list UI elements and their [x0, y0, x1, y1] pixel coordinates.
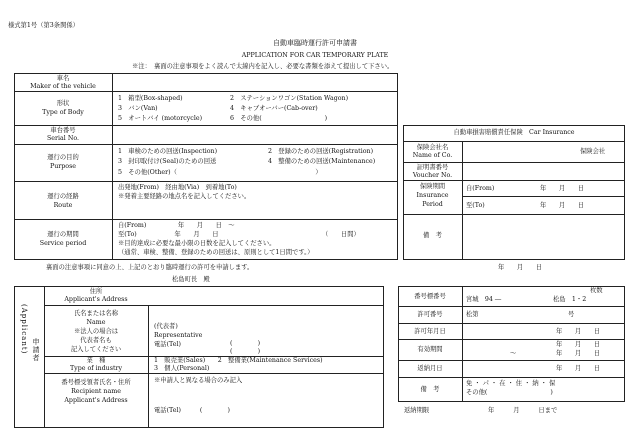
voucher-label-en: Voucher No.	[412, 172, 453, 179]
body-option-5[interactable]: 5 オートバイ (motorcycle)	[118, 115, 203, 122]
plate-count-label: 枚数	[590, 287, 603, 294]
route-note: ※発着主要経路の地点名を記入してください。	[118, 193, 251, 200]
voucher-label: 証明書番号	[416, 164, 449, 171]
period-note-1: ※目的達成に必要な最小限の日数を記入してください。	[118, 240, 276, 247]
return-date-value[interactable]: 年 月 日	[556, 365, 601, 372]
insurance-period-label: 保険期間	[419, 183, 446, 190]
body-option-1[interactable]: 1 箱型(Box-shaped)	[118, 95, 183, 102]
address-field[interactable]	[150, 288, 382, 303]
permit-date-value[interactable]: 年 月 日	[556, 328, 601, 335]
name-label: 氏名または名称	[73, 310, 119, 317]
industry-options-2[interactable]: 3 個人(Personal)	[154, 365, 210, 372]
addressee: 松島町長 殿	[172, 276, 210, 283]
route-label: 運行の経路	[47, 193, 79, 200]
period-label: 運行の期間	[47, 231, 79, 238]
name-label-en: Name	[86, 319, 106, 326]
valid-to-date[interactable]: 年 月 日	[556, 350, 601, 357]
industry-options-1[interactable]: 1 販売業(Sales) 2 整備業(Maintenance Services)	[154, 357, 323, 364]
period-label-en: Service period	[39, 240, 87, 247]
form-number: 様式第1号（第3条関係）	[8, 22, 79, 29]
body-option-6[interactable]: 6 その他( )	[230, 115, 328, 122]
insurance-remarks-label: 備 考	[423, 232, 442, 239]
serial-field[interactable]	[114, 127, 396, 142]
office-remarks-other[interactable]: その他( )	[466, 389, 553, 396]
applicant-vertical-label: 申請者	[32, 338, 40, 362]
address-label: 住所	[89, 288, 103, 295]
valid-tilde: ～	[510, 350, 517, 357]
representative-label: (代表者)	[154, 323, 178, 330]
return-date-label: 返納月日	[417, 365, 443, 372]
route-label-en: Route	[53, 202, 73, 209]
body-option-3[interactable]: 3 バン(Van)	[118, 105, 158, 112]
body-type-label-en: Type of Body	[42, 109, 84, 116]
insurance-company-label-en: Name of Co.	[412, 152, 453, 159]
applicant-phone-field-1[interactable]: ( )	[230, 340, 261, 347]
insurance-to-date[interactable]: 年 月 日	[540, 202, 585, 209]
purpose-option-3[interactable]: 3 封印取付け(Seal)のための回送	[118, 158, 217, 165]
period-note-2: （通常、車検、整備、登録のための回送は、原則として1日間です。）	[118, 249, 314, 256]
insurance-from-date[interactable]: 年 月 日	[540, 185, 585, 192]
return-deadline-date[interactable]: 年 月 日まで	[488, 407, 558, 414]
recipient-note: ※申請人と異なる場合のみ記入	[154, 377, 243, 384]
recipient-label-en2: Applicant's Address	[64, 397, 128, 404]
address-label-en: Applicant's Address	[64, 296, 128, 303]
industry-label-en: Type of industry	[69, 365, 123, 372]
serial-label-en: Serial No.	[46, 135, 80, 142]
period-to[interactable]: 至(To) 年 月 日	[118, 231, 219, 238]
applicant-phone-label: 電話(Tel)	[154, 341, 181, 348]
body-type-label: 形状	[56, 100, 70, 107]
permit-number-suffix: 号	[568, 311, 575, 318]
insurance-from: 自(From)	[466, 185, 495, 192]
purpose-option-5[interactable]: 5 その他(Other)（ ）	[118, 169, 322, 176]
applicant-phone-field-2[interactable]: ( )	[230, 348, 261, 355]
serial-label: 車台番号	[50, 127, 76, 134]
permit-date-label: 許可年月日	[414, 328, 446, 335]
permit-number-value: 松第	[466, 311, 479, 318]
valid-from-date[interactable]: 年 月 日	[556, 341, 601, 348]
route-line-1[interactable]: 出発地(From) 経由地(Via) 到着地(To)	[118, 184, 237, 191]
maker-label-en: Maker of the vehicle	[30, 83, 96, 90]
insurance-period-label-en2: Period	[422, 201, 443, 208]
period-days[interactable]: （ 日間）	[322, 231, 360, 238]
name-note-3: 記入してください	[70, 346, 122, 353]
purpose-option-1[interactable]: 1 車検のための回送(Inspection)	[118, 148, 218, 155]
instruction-note: ※注： 裏面の注意事項をよく読んで太線内を記入し、必要な書類を添えて提出して下さい。	[132, 63, 394, 70]
permit-number-label: 許可番号	[417, 311, 443, 318]
insurance-period-label-en1: Insurance	[416, 192, 449, 199]
body-option-2[interactable]: 2 ステーションワゴン(Station Wagon)	[230, 95, 349, 102]
insurance-company-label: 保険会社名	[416, 144, 449, 151]
plate-number-label: 番号標番号	[414, 293, 446, 300]
return-deadline-label: 返納期限	[404, 407, 430, 414]
insurance-company-suffix: 保険会社	[580, 148, 606, 155]
purpose-label: 運行の目的	[47, 154, 79, 161]
insurance-header: 自動車損害賠償責任保険 Car Insurance	[453, 129, 575, 136]
maker-field[interactable]	[114, 75, 396, 89]
body-option-4[interactable]: 4 キャブオーバー(Cab-over)	[230, 105, 318, 112]
form-title-en: APPLICATION FOR CAR TEMPORARY PLATE	[241, 52, 389, 59]
office-remarks-label: 備 考	[420, 386, 440, 393]
declaration-text: 裏面の注意事項に同意の上、上記のとおり臨時運行の許可を申請します。	[46, 264, 254, 271]
applicant-vertical-en: (Applicant)	[20, 304, 28, 355]
declaration-date[interactable]: 年 月 日	[498, 264, 543, 271]
maker-label: 車名	[56, 75, 70, 82]
name-note-2: 代表者名も	[80, 337, 112, 344]
industry-label: 業 種	[86, 357, 106, 364]
purpose-label-en: Purpose	[49, 163, 77, 170]
period-from[interactable]: 自(From) 年 月 日 ～	[118, 222, 235, 229]
insurance-to: 至(To)	[466, 202, 485, 209]
recipient-label: 番号標受領者氏名・住所	[61, 379, 131, 386]
representative-label-en: Representative	[154, 332, 203, 339]
plate-value-1: 宮城 94 ―	[466, 296, 502, 303]
form-title-ja: 自動車臨時運行許可申請書	[273, 39, 357, 47]
recipient-label-en1: Recipient name	[71, 388, 121, 395]
plate-value-2: 松島 1・2	[553, 296, 587, 303]
recipient-phone[interactable]: 電話(Tel) ( )	[154, 407, 230, 414]
purpose-option-4[interactable]: 4 整備のための回送(Maintenance)	[268, 158, 376, 165]
name-note-1: ※法人の場合は	[73, 328, 119, 335]
valid-period-label: 有効期間	[417, 346, 443, 353]
purpose-option-2[interactable]: 2 登録のための回送(Registration)	[268, 148, 374, 155]
office-remarks-checks[interactable]: 免 ・ パ ・ 在 ・ 住 ・ 納 ・ 保	[466, 380, 556, 387]
